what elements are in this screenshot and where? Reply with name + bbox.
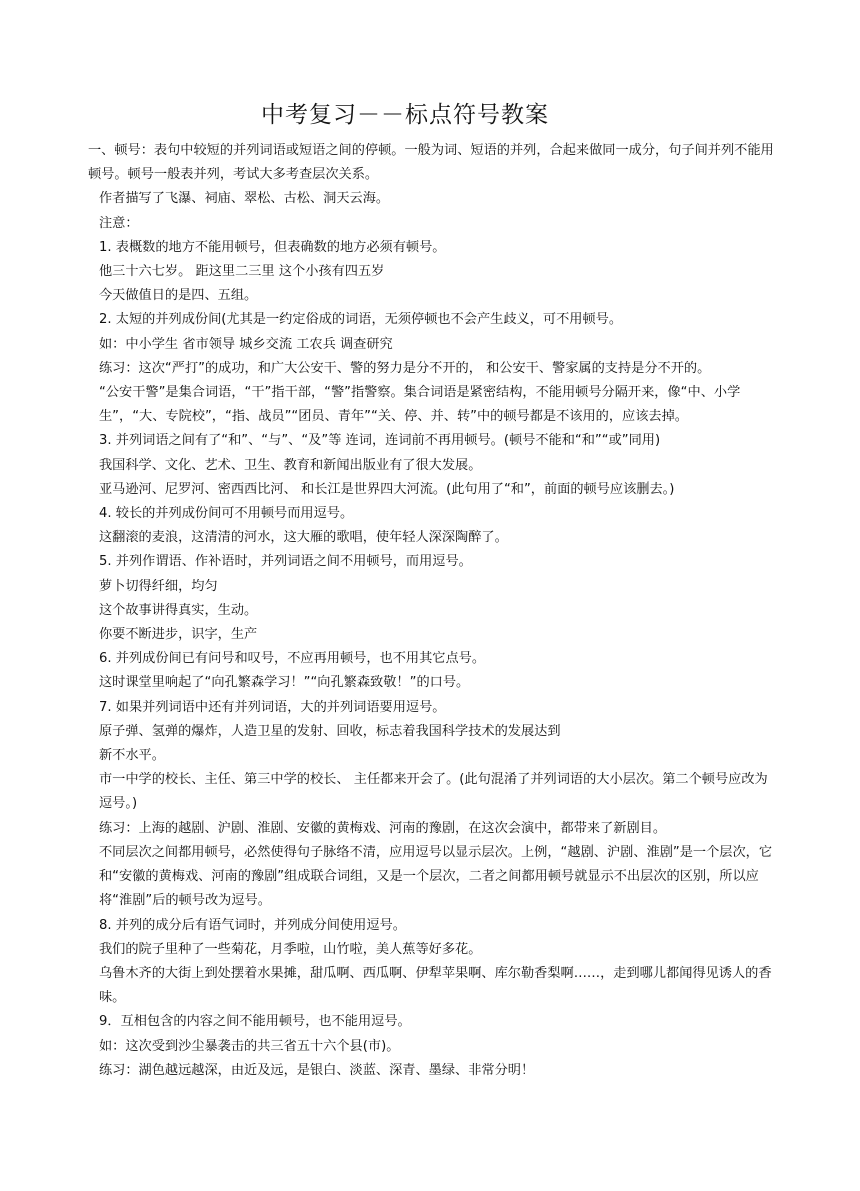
paragraph: 这翻滚的麦浪，这清清的河水，这大雁的歌唱，使年轻人深深陶醉了。: [99, 530, 508, 546]
paragraph: 你要不断进步，识字，生产: [99, 627, 258, 643]
paragraph: 我们的院子里种了一些菊花，月季啦，山竹啦，美人蕉等好多花。: [99, 941, 482, 957]
paragraph: 5. 并列作谓语、作补语时，并列词语之间不用顿号，而用逗号。: [99, 554, 472, 570]
paragraph: 原子弹、氢弹的爆炸，人造卫星的发射、回收，标志着我国科学技术的发展达到: [99, 723, 561, 739]
paragraph: 练习：上海的越剧、沪剧、淮剧、安徽的黄梅戏、河南的豫剧，在这次会演中，都带来了新剧目。: [99, 820, 667, 836]
paragraph: 市一中学的校长、主任、第三中学的校长、 主任都来开会了。(此句混淆了并列词语的大小层次。第二个顿号应改为逗号。): [99, 772, 768, 812]
paragraph: 8. 并列的成分后有语气词时，并列成分间使用逗号。: [99, 917, 406, 933]
paragraph: 今天做值日的是四、五组。: [99, 288, 258, 304]
paragraph: 注意：: [99, 215, 139, 231]
paragraph: 作者描写了飞瀑、祠庙、翠松、古松、洞天云海。: [99, 191, 390, 207]
paragraph: 亚马逊河、尼罗河、密西西比河、 和长江是世界四大河流。(此句用了“和”，前面的顿号应该删去。): [99, 481, 675, 497]
document-body: [88, 139, 778, 1083]
paragraph: 如：中小学生 省市领导 城乡交流 工农兵 调查研究: [99, 336, 393, 352]
paragraph: 这时课堂里响起了“向孔繁森学习！”“向孔繁森致敬！”的口号。: [99, 675, 470, 691]
paragraph: 4. 较长的并列成份间可不用顿号而用逗号。: [99, 506, 354, 522]
paragraph: 一、顿号：表句中较短的并列词语或短语之间的停顿。一般为词、短语的并列，合起来做同一成分，句子间并列不能用顿号。顿号一般表并列，考试大多考查层次关系。: [88, 143, 774, 183]
paragraph: 他三十六七岁。 距这里二三里 这个小孩有四五岁: [99, 264, 385, 280]
paragraph: 这个故事讲得真实，生动。: [99, 602, 258, 618]
paragraph: 6. 并列成份间已有问号和叹号，不应再用顿号，也不用其它点号。: [99, 651, 486, 667]
paragraph: 1. 表概数的地方不能用顿号，但表确数的地方必须有顿号。: [99, 239, 446, 255]
paragraph: 新不水平。: [99, 748, 165, 764]
paragraph: 不同层次之间都用顿号，必然使得句子脉络不清，应用逗号以显示层次。上例，“越剧、沪剧、淮剧”是一个层次，它和“安徽的黄梅戏、河南的豫剧”组成联合词组，又是一个层次，二者之间都用顿号就显示不出层次的区别，所以应将“淮剧”后的顿号改为逗号。: [99, 844, 773, 909]
document-title: 中考复习－－标点符号教案: [261, 102, 549, 128]
paragraph: 练习：这次“严打”的成功，和广大公安干、警的努力是分不开的， 和公安干、警家属的支持是分不开的。: [99, 360, 711, 376]
paragraph: 如：这次受到沙尘暴袭击的共三省五十六个县(市)。: [99, 1038, 400, 1054]
paragraph: 萝卜切得纤细，均匀: [99, 578, 218, 594]
paragraph: 7. 如果并列词语中还有并列词语，大的并列词语要用逗号。: [99, 699, 446, 715]
paragraph: “公安干警”是集合词语，“干”指干部，“警”指警察。集合词语是紧密结构，不能用顿号分隔开来，像“中、小学生”，“大、专院校”，“指、战员”“团员、青年”“关、停、并、转”中的顿号都是不该用的，应该去掉。: [99, 385, 741, 425]
paragraph: 乌鲁木齐的大街上到处摆着水果摊，甜瓜啊、西瓜啊、伊犁苹果啊、库尔勒香梨啊……，走到哪儿都闻得见诱人的香味。: [99, 965, 772, 1006]
paragraph: 9．互相包含的内容之间不能用顿号，也不能用逗号。: [99, 1014, 411, 1030]
paragraph: 3. 并列词语之间有了“和”、“与”、“及”等 连词，连词前不再用顿号。(顿号不能和“和”“或”同用): [99, 433, 661, 449]
paragraph: 我国科学、文化、艺术、卫生、教育和新闻出版业有了很大发展。: [99, 457, 482, 473]
paragraph: 2. 太短的并列成份间(尤其是一约定俗成的词语，无须停顿也不会产生歧义，可不用顿号。: [99, 312, 623, 328]
paragraph: 练习：湖色越远越深，由近及远，是银白、淡蓝、深青、墨绿、非常分明！: [99, 1062, 535, 1078]
